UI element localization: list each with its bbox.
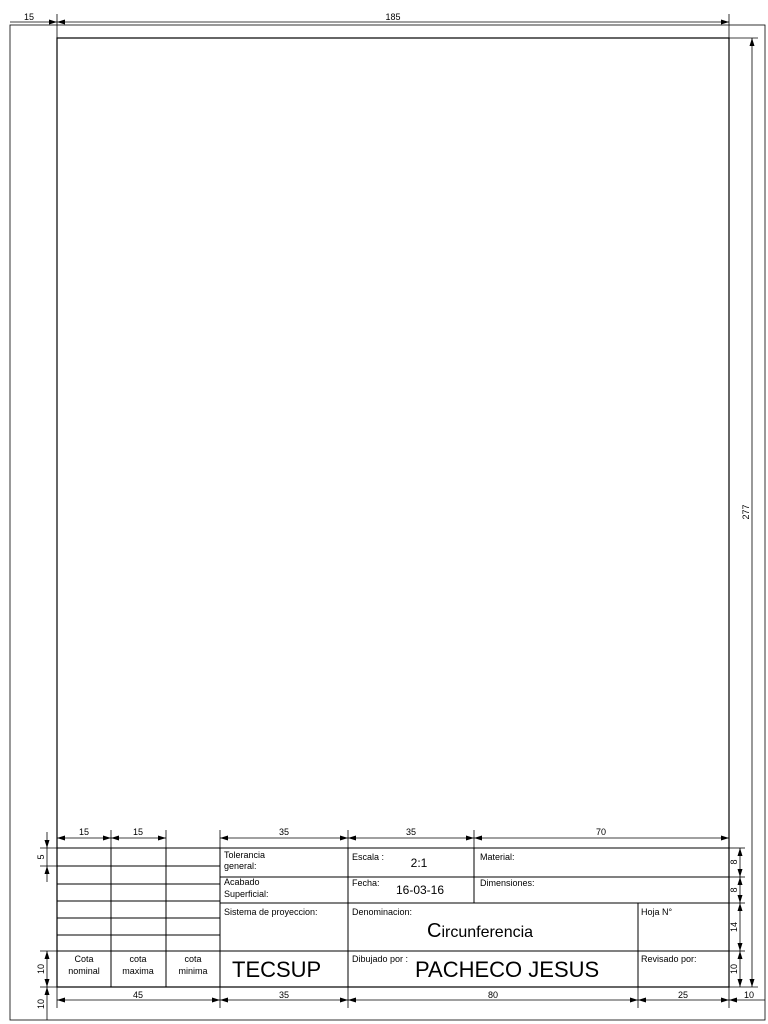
dim-top-width: 185 (385, 12, 401, 22)
value-denominacion-first: C (427, 920, 442, 942)
label-cota-nominal-1: Cota (74, 954, 94, 964)
label-hoja: Hoja N° (641, 907, 673, 917)
dim-tb-col5: 70 (595, 827, 607, 837)
title-block-values (232, 856, 599, 982)
label-cota-maxima-2: maxima (122, 966, 154, 976)
dim-left-margin: 15 (23, 12, 35, 22)
dim-tb-col3: 35 (278, 827, 290, 837)
label-cota-maxima-1: cota (129, 954, 147, 964)
right-tb-dimensions (729, 848, 745, 987)
value-denominacion-rest: ircunferencia (441, 924, 534, 941)
dim-bottom-big: 80 (487, 990, 499, 1000)
dim-row-8b: 8 (729, 887, 739, 893)
label-tolerancia-2: general: (224, 861, 257, 871)
label-escala: Escala : (352, 852, 385, 862)
dim-bottom-edge: 10 (743, 990, 755, 1000)
title-block-top-dimensions (57, 827, 729, 848)
sheet-border (10, 25, 765, 1020)
label-tolerancia-1: Tolerancia (224, 850, 266, 860)
dim-tb-col2: 15 (132, 827, 144, 837)
drawing-frame (57, 38, 729, 987)
label-acabado-1: Acabado (224, 877, 260, 887)
label-revisado: Revisado por: (641, 954, 697, 964)
bottom-dimensions (57, 987, 765, 1008)
value-denominacion (427, 920, 533, 942)
label-sistema: Sistema de proyeccion: (224, 907, 318, 917)
dim-tb-col1: 15 (78, 827, 90, 837)
dim-row-8a: 8 (729, 859, 739, 865)
dim-bottom-mid: 35 (278, 990, 290, 1000)
dim-right-height: 277 (741, 504, 751, 520)
label-material: Material: (480, 852, 515, 862)
dim-row-10-right: 10 (729, 963, 739, 975)
value-institution: TECSUP (232, 957, 322, 982)
value-author: PACHECO JESUS (415, 957, 600, 982)
label-dimensiones: Dimensiones: (480, 878, 535, 888)
label-denominacion: Denominacion: (352, 907, 413, 917)
label-fecha: Fecha: (352, 878, 380, 888)
dim-bottom-right: 25 (677, 990, 689, 1000)
value-escala: 2:1 (410, 856, 428, 870)
title-block (57, 848, 729, 987)
dim-row-10-bottom-left: 10 (36, 998, 46, 1010)
label-acabado-2: Superficial: (224, 889, 269, 899)
value-fecha: 16-03-16 (395, 883, 445, 897)
dim-row-14: 14 (729, 921, 739, 933)
label-cota-minima-2: minima (178, 966, 208, 976)
label-cota-nominal-2: nominal (68, 966, 100, 976)
dim-row-10-left: 10 (36, 963, 46, 975)
label-cota-minima-1: cota (184, 954, 202, 964)
left-dimensions (36, 832, 57, 1020)
label-dibujado: Dibujado por : (352, 954, 409, 964)
dim-bottom-left: 45 (132, 990, 144, 1000)
title-block-labels (68, 850, 696, 976)
right-dimensions (729, 38, 758, 987)
dim-row-5: 5 (36, 854, 46, 860)
dim-tb-col4: 35 (405, 827, 417, 837)
